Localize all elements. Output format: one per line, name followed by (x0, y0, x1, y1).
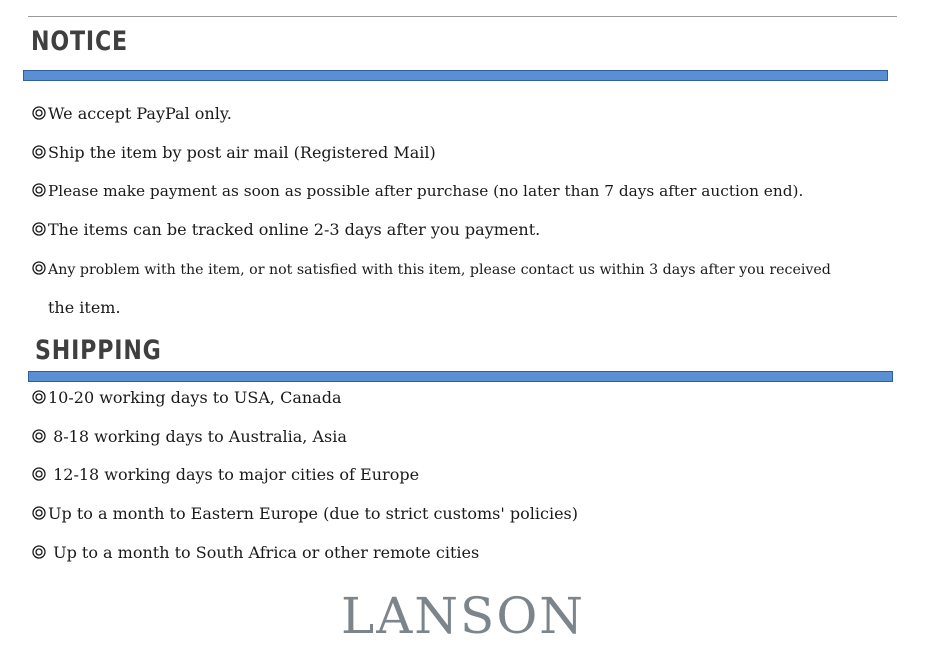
double-circle-bullet-icon (32, 506, 48, 520)
notice-item-1 (32, 104, 232, 124)
double-circle-bullet-icon (32, 145, 48, 159)
notice-divider-bar (23, 70, 888, 81)
notice-item-5 (32, 259, 831, 280)
notice-item-5-continuation: the item. (48, 298, 121, 317)
shipping-item-5 (32, 543, 479, 563)
shipping-divider-bar (28, 371, 893, 382)
shipping-item-text: Up to a month to South Africa or other remote cities (48, 543, 480, 562)
top-divider (28, 16, 897, 17)
notice-item-text: Any problem with the item, or not satisfied with this item, please contact us within 3 days after you received (48, 262, 831, 278)
shipping-item-4 (32, 504, 578, 524)
notice-item-text: We accept PayPal only. (48, 104, 232, 123)
shipping-item-1 (32, 388, 341, 408)
brand-logo: LANSON (341, 587, 586, 645)
notice-heading: NOTICE (31, 26, 128, 57)
shipping-item-3 (32, 465, 419, 485)
shipping-item-text: 12-18 working days to major cities of Europe (48, 465, 420, 484)
double-circle-bullet-icon (32, 183, 48, 197)
notice-item-3 (32, 181, 803, 201)
shipping-item-2 (32, 427, 347, 447)
double-circle-bullet-icon (32, 106, 48, 120)
double-circle-bullet-icon (32, 261, 48, 275)
double-circle-bullet-icon (32, 222, 48, 236)
double-circle-bullet-icon (32, 390, 48, 404)
notice-item-text: The items can be tracked online 2-3 days after you payment. (48, 220, 541, 239)
notice-item-4 (32, 220, 540, 240)
double-circle-bullet-icon (32, 545, 48, 559)
shipping-item-text: 8-18 working days to Australia, Asia (48, 427, 347, 446)
double-circle-bullet-icon (32, 429, 48, 443)
notice-item-text: Ship the item by post air mail (Registered Mail) (48, 143, 436, 162)
notice-item-text: Please make payment as soon as possible after purchase (no later than 7 days after auction end). (48, 182, 804, 200)
shipping-heading: SHIPPING (35, 335, 162, 366)
shipping-item-text: 10-20 working days to USA, Canada (48, 388, 342, 407)
double-circle-bullet-icon (32, 467, 48, 481)
notice-item-2 (32, 143, 436, 163)
shipping-item-text: Up to a month to Eastern Europe (due to strict customs' policies) (48, 504, 578, 523)
